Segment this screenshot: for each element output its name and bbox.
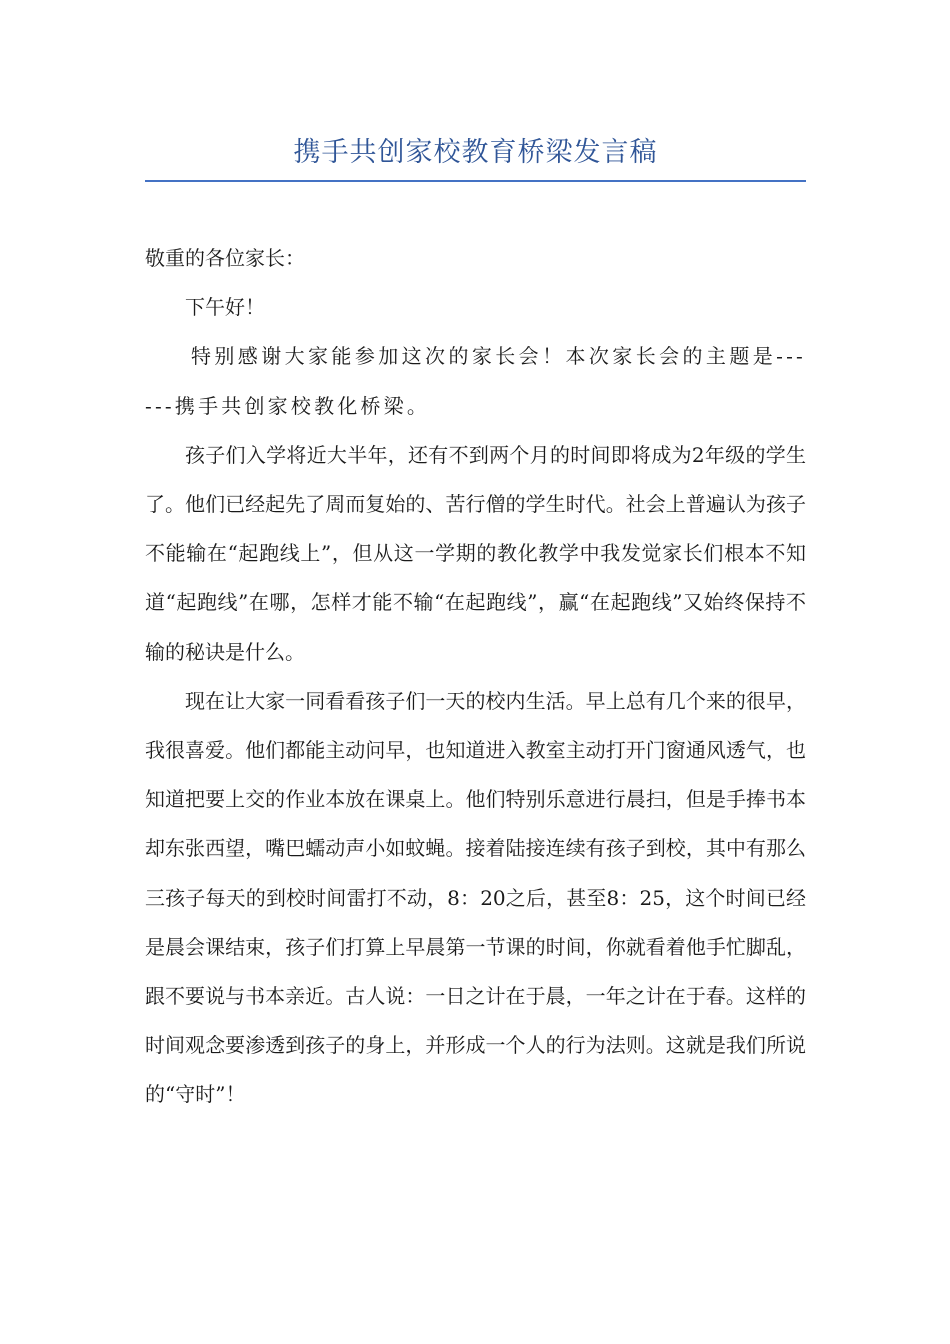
paragraph-intro: 特别感谢大家能参加这次的家长会！本次家长会的主题是------携手共创家校教化桥梁。 [145, 344, 806, 418]
paragraph-starting-line: 孩子们入学将近大半年，还有不到两个月的时间即将成为2年级的学生了。他们已经起先了周而复始的、苦行僧的学生时代。社会上普遍认为孩子不能输在“起跑线上”，但从这一学期的教化教学中我发觉家长们根本不知道“起跑线”在哪，怎样才能不输“在起跑线”，赢“在起跑线”又始终保持不输的秘诀是什么。 [145, 442, 806, 664]
greeting: 下午好！ [185, 295, 265, 320]
document-title: 携手共创家校教育桥梁发言稿 [293, 137, 658, 168]
title-underline [145, 180, 806, 182]
salutation: 敬重的各位家长： [145, 246, 305, 270]
paragraph-daily-life: 现在让大家一同看看孩子们一天的校内生活。早上总有几个来的很早，我很喜爱。他们都能主动问早，也知道进入教室主动打开门窗通风透气，也知道把要上交的作业本放在课桌上。他们特别乐意进行晨扫，但是手捧书本却东张西望，嘴巴蠕动声小如蚊蝇。接着陆接连续有孩子到校，其中有那么三孩子每天的到校时间雷打不动，8：20之后，甚至8：25，这个时间已经是晨会课结束，孩子们打算上早晨第一节课的时间，你就看着他手忙脚乱，跟不要说与书本亲近。古人说：一日之计在于晨，一年之计在于春。这样的时间观念要渗透到孩子的身上，并形成一个人的行为法则。这就是我们所说的“守时”！ [145, 688, 806, 1107]
document-body [145, 234, 806, 1120]
